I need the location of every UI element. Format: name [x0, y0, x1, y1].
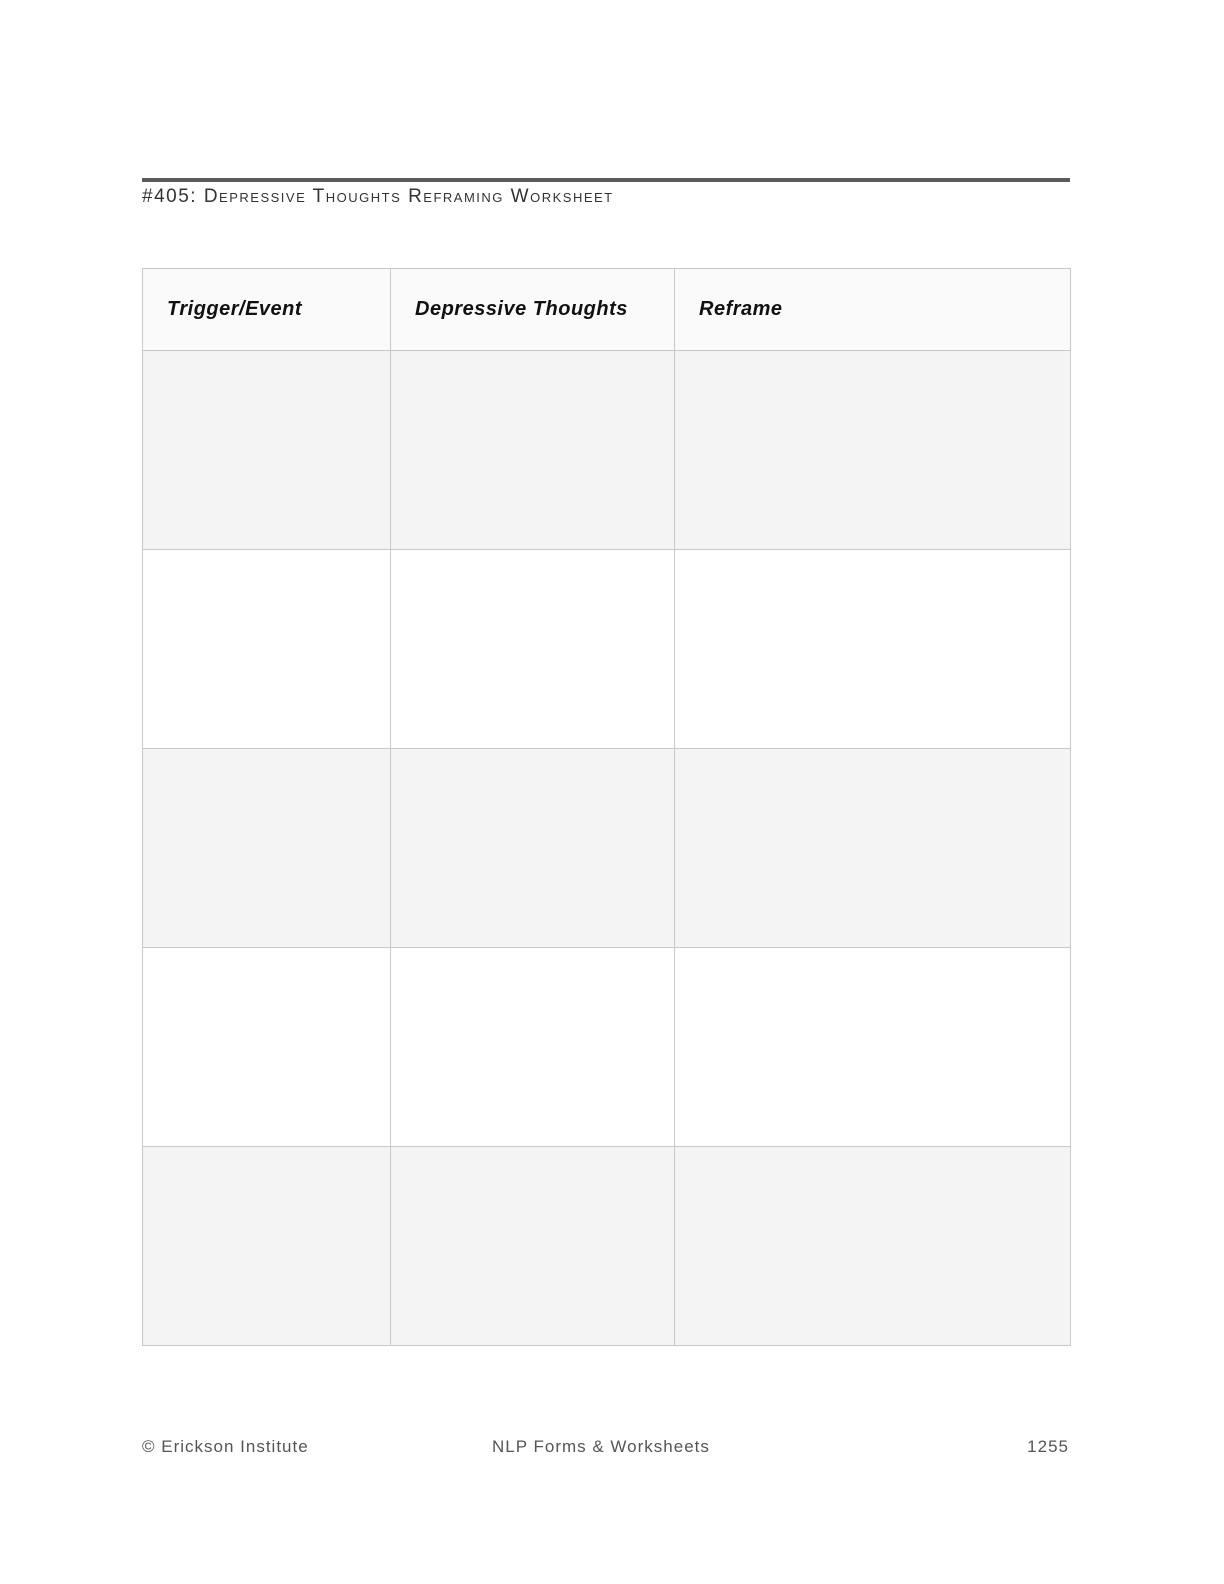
depressive-thoughts-cell[interactable]	[391, 948, 675, 1147]
reframe-cell[interactable]	[675, 351, 1071, 550]
depressive-thoughts-cell[interactable]	[391, 351, 675, 550]
table-row	[143, 1147, 1071, 1346]
table-row	[143, 351, 1071, 550]
trigger-cell[interactable]	[143, 948, 391, 1147]
reframe-cell[interactable]	[675, 749, 1071, 948]
trigger-cell[interactable]	[143, 351, 391, 550]
column-header-reframe: Reframe	[675, 269, 1071, 351]
reframe-cell[interactable]	[675, 948, 1071, 1147]
table-row	[143, 948, 1071, 1147]
page-title: #405: Depressive Thoughts Reframing Worksheet	[142, 186, 614, 207]
reframe-cell[interactable]	[675, 1147, 1071, 1346]
footer-copyright: © Erickson Institute	[142, 1437, 309, 1456]
worksheet-table	[142, 268, 1071, 1346]
column-header-depressive-thoughts: Depressive Thoughts	[391, 269, 675, 351]
header-rule	[142, 178, 1070, 182]
depressive-thoughts-cell[interactable]	[391, 1147, 675, 1346]
depressive-thoughts-cell[interactable]	[391, 550, 675, 749]
footer-publication: NLP Forms & Worksheets	[492, 1437, 710, 1456]
trigger-cell[interactable]	[143, 749, 391, 948]
footer-page-number: 1255	[1027, 1437, 1069, 1456]
table-header-row	[143, 269, 1071, 351]
table-row	[143, 550, 1071, 749]
trigger-cell[interactable]	[143, 1147, 391, 1346]
depressive-thoughts-cell[interactable]	[391, 749, 675, 948]
reframe-cell[interactable]	[675, 550, 1071, 749]
table-row	[143, 749, 1071, 948]
trigger-cell[interactable]	[143, 550, 391, 749]
column-header-trigger: Trigger/Event	[143, 269, 391, 351]
